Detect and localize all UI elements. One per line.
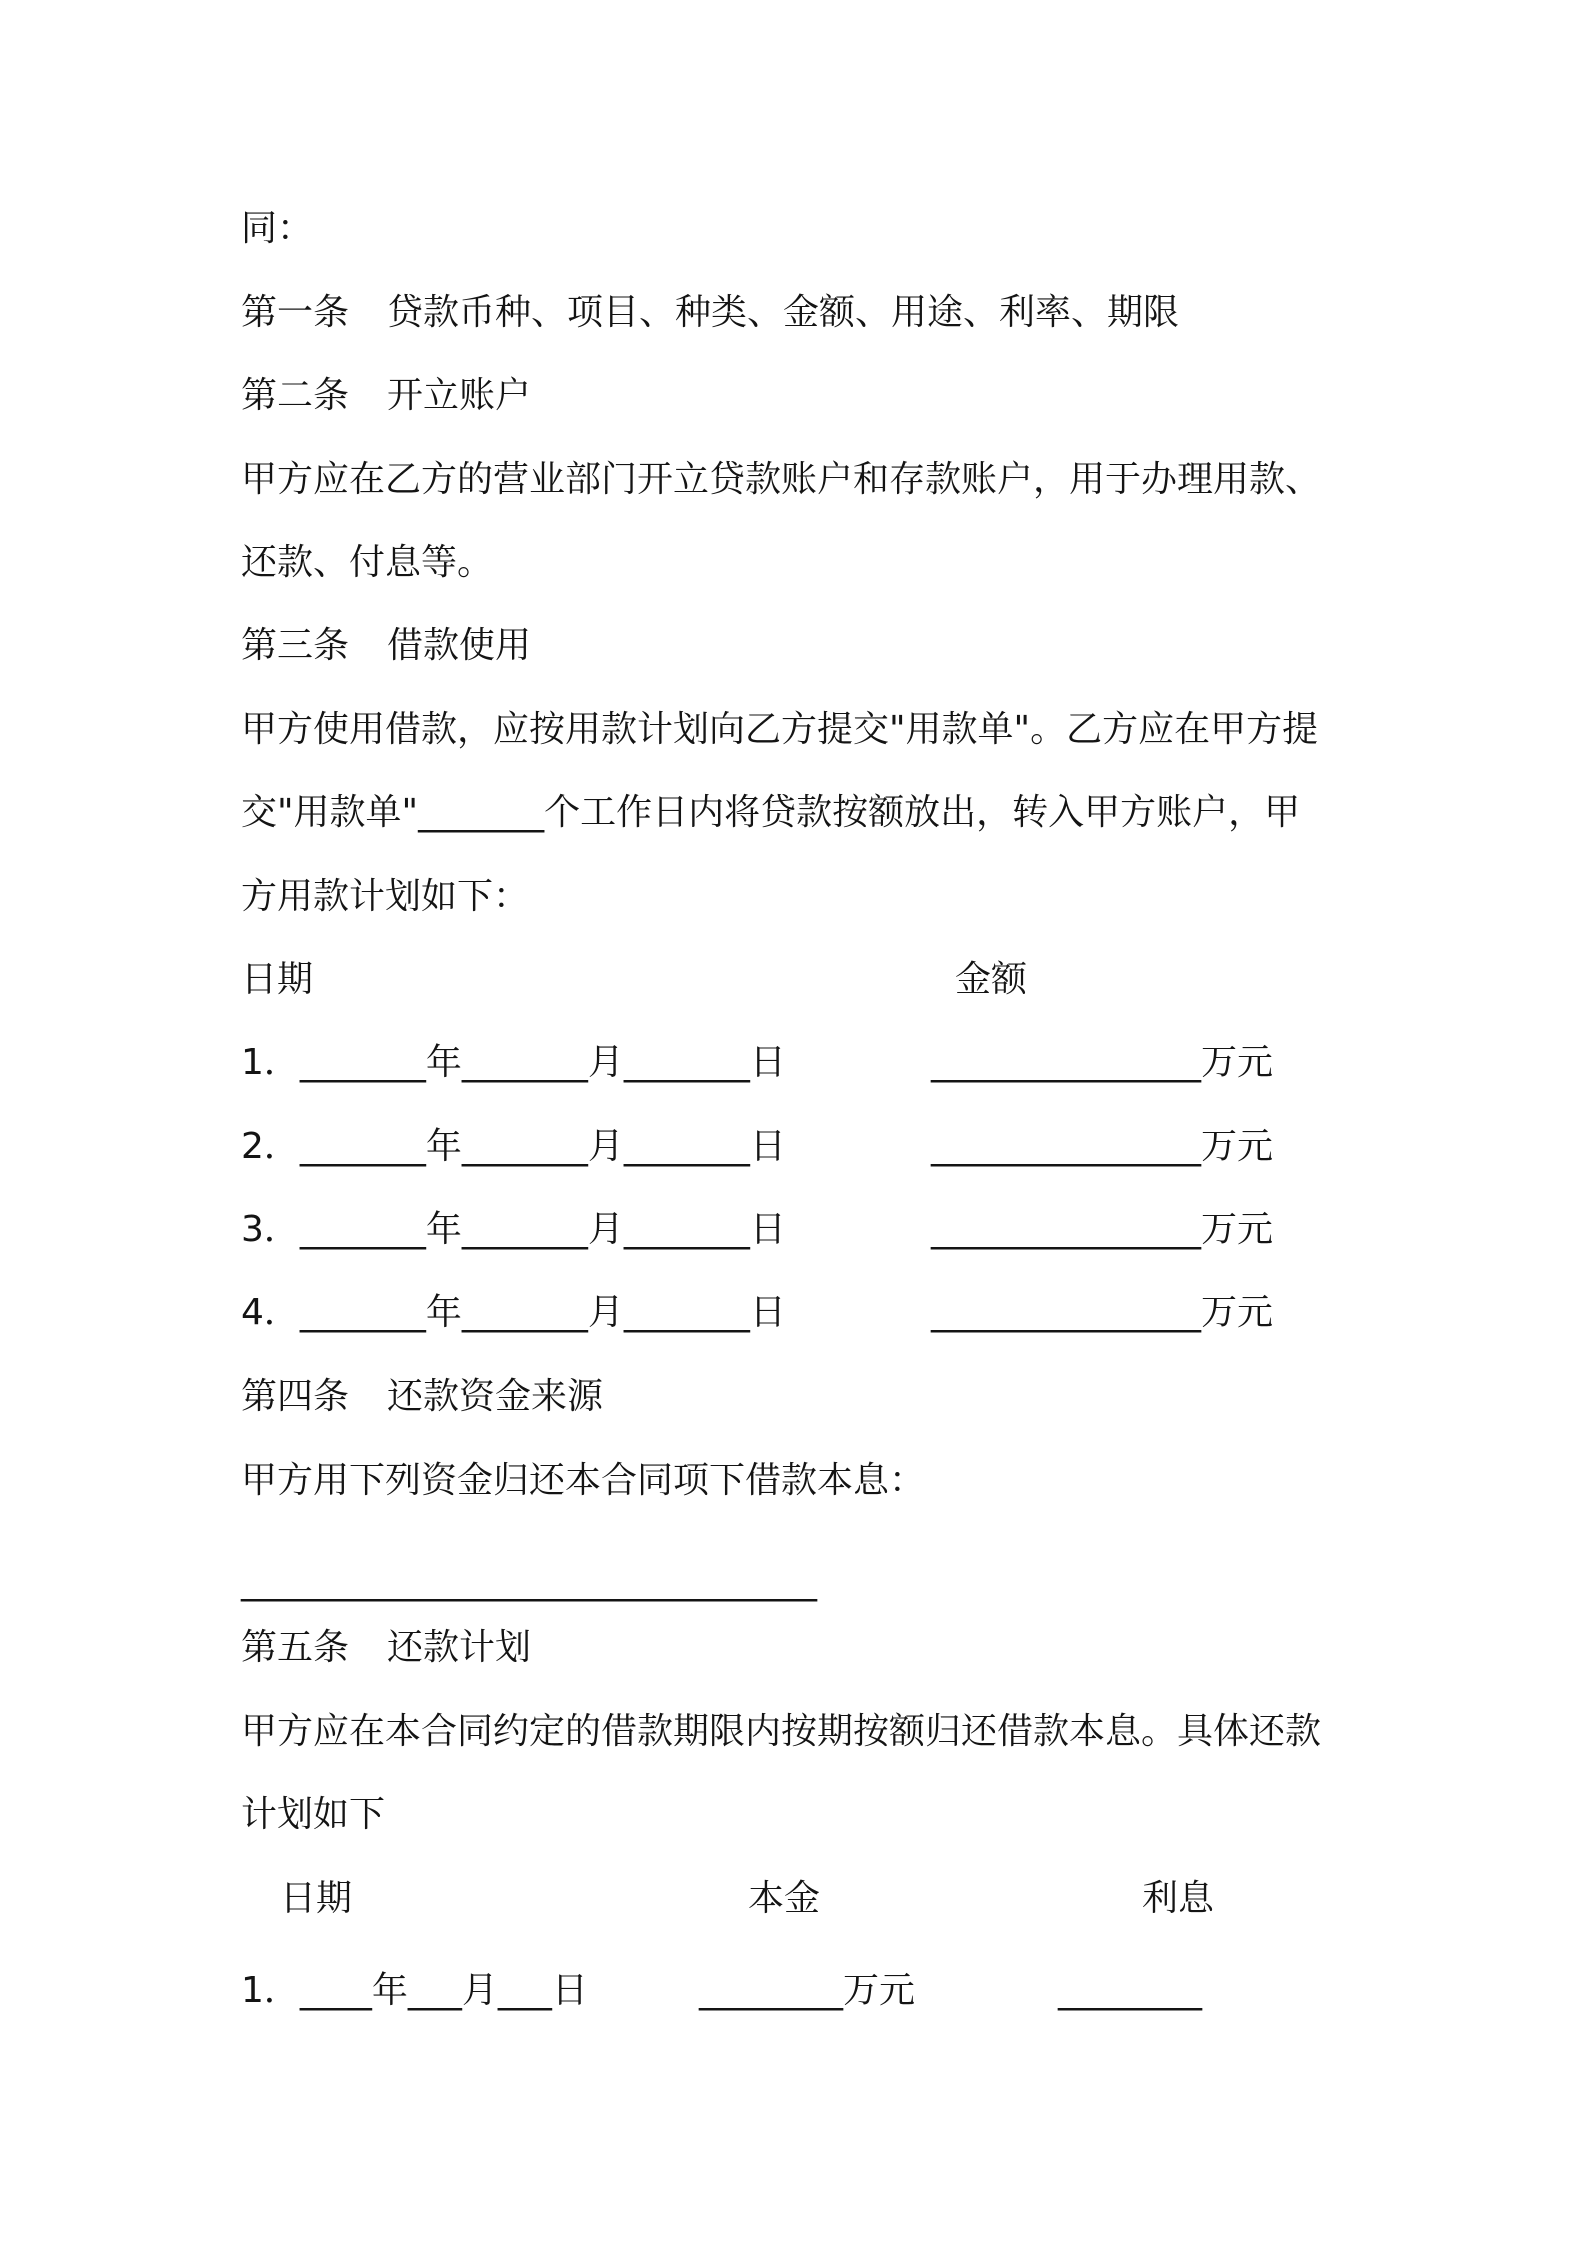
paragraph-line: [241, 1457, 925, 1505]
blank: ________________________________: [241, 1561, 817, 1602]
text: 同：: [241, 208, 314, 249]
use-plan-row-amount: _______________万元: [931, 1292, 1274, 1333]
repay-plan-row-interest: ________: [1058, 1970, 1202, 2011]
article-title: 贷款币种、项目、种类、金额、用途、利率、期限: [387, 292, 1180, 333]
article-number: 第一条: [241, 292, 350, 333]
article-title: 还款计划: [387, 1627, 532, 1668]
use-plan-row-date: 1．_______年_______月_______日: [241, 1042, 786, 1083]
repay-plan-header-date: 日期: [280, 1878, 353, 1919]
paragraph-line: [241, 1791, 385, 1839]
text: 方用款计划如下：: [241, 876, 530, 917]
use-plan-row-date: 2．_______年_______月_______日: [241, 1126, 786, 1167]
use-plan-row-amount: _______________万元: [931, 1209, 1274, 1250]
article-title: 借款使用: [387, 625, 532, 666]
text: 还款、付息等。: [241, 542, 494, 583]
use-plan-header-date: 日期: [241, 959, 314, 1000]
repay-plan-header-principal: 本金: [748, 1878, 821, 1919]
repay-plan-row-date: 1．____年___月___日: [241, 1970, 588, 2011]
article-title: 开立账户: [387, 375, 532, 416]
article-2-heading: [241, 372, 531, 420]
article-number: 第二条: [241, 375, 350, 416]
text: 甲方使用借款，应按用款计划向乙方提交"用款单"。乙方应在甲方提: [241, 709, 1319, 750]
fill-in-blank-line: [241, 1558, 817, 1606]
repay-plan-row-principal: ________万元: [699, 1970, 916, 2011]
paragraph-line: [241, 706, 1318, 754]
use-plan-row-date: 3．_______年_______月_______日: [241, 1209, 786, 1250]
article-number: 第四条: [241, 1376, 350, 1417]
article-number: 第五条: [241, 1627, 350, 1668]
text-line: [241, 205, 313, 253]
article-1-heading: [241, 289, 1179, 337]
use-plan-row-date: 4．_______年_______月_______日: [241, 1292, 786, 1333]
paragraph-line: [241, 789, 1300, 837]
use-plan-row-amount: _______________万元: [931, 1042, 1274, 1083]
article-4-heading: [241, 1373, 603, 1421]
use-plan-row-amount: _______________万元: [931, 1126, 1274, 1167]
paragraph-line: [241, 1708, 1321, 1756]
paragraph-line: [241, 873, 529, 921]
text: 甲方应在本合同约定的借款期限内按期按额归还借款本息。具体还款: [241, 1711, 1322, 1752]
paragraph-line: [241, 539, 493, 587]
text: 计划如下: [241, 1794, 386, 1835]
article-number: 第三条: [241, 625, 350, 666]
paragraph-line: [241, 456, 1321, 504]
article-5-heading: [241, 1624, 531, 1672]
article-title: 还款资金来源: [387, 1376, 604, 1417]
text: 甲方应在乙方的营业部门开立贷款账户和存款账户，用于办理用款、: [241, 459, 1322, 500]
repay-plan-header-interest: 利息: [1142, 1878, 1215, 1919]
use-plan-header-amount: 金额: [955, 959, 1028, 1000]
text: 甲方用下列资金归还本合同项下借款本息：: [241, 1460, 926, 1501]
article-3-heading: [241, 622, 531, 670]
text: 交"用款单"_______个工作日内将贷款按额放出，转入甲方账户，甲: [241, 792, 1301, 833]
